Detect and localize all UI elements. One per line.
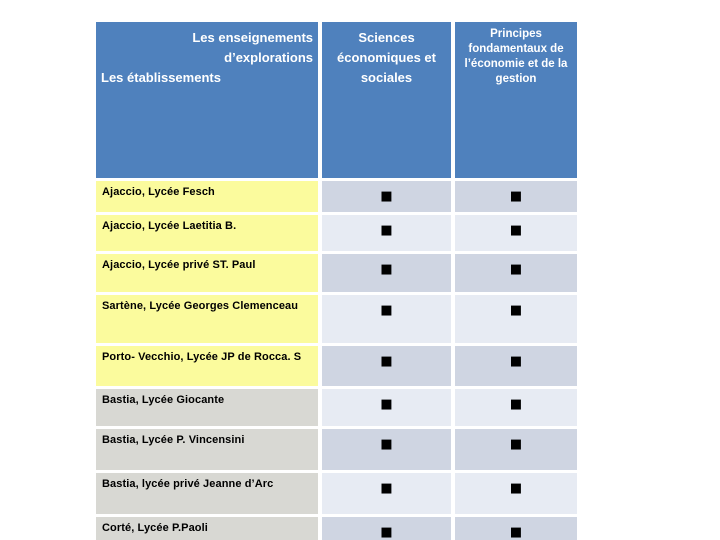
ses-mark-cell — [322, 254, 451, 292]
school-label: Bastia, Lycée P. Vincensini — [96, 429, 318, 470]
table-header-corner — [96, 22, 318, 178]
column-header-ses: Sciences économiques et sociales — [322, 22, 451, 178]
table-row — [96, 389, 577, 426]
filled-square-icon: ■ — [509, 262, 523, 277]
pfeg-mark-cell — [455, 389, 577, 426]
table-header-row — [96, 22, 577, 178]
school-label: Bastia, Lycée Giocante — [96, 389, 318, 426]
table-row — [96, 346, 577, 386]
school-label: Bastia, lycée privé Jeanne d’Arc — [96, 473, 318, 514]
school-label: Ajaccio, Lycée privé ST. Paul — [96, 254, 318, 292]
pfeg-mark-cell — [455, 181, 577, 212]
filled-square-icon: ■ — [380, 437, 393, 452]
filled-square-icon: ■ — [380, 481, 393, 496]
table-row — [96, 181, 577, 212]
pfeg-mark-cell — [455, 295, 577, 343]
school-label: Sartène, Lycée Georges Clemenceau — [96, 295, 318, 343]
school-label: Corté, Lycée P.Paoli — [96, 517, 318, 540]
filled-square-icon: ■ — [509, 525, 523, 540]
ses-mark-cell — [322, 517, 451, 540]
filled-square-icon: ■ — [509, 397, 523, 412]
filled-square-icon: ■ — [380, 354, 393, 369]
table-row — [96, 517, 577, 540]
table-row — [96, 429, 577, 470]
table-row — [96, 473, 577, 514]
pfeg-mark-cell — [455, 346, 577, 386]
ses-mark-cell — [322, 429, 451, 470]
ses-mark-cell — [322, 295, 451, 343]
ses-mark-cell — [322, 215, 451, 251]
table-row — [96, 254, 577, 292]
ses-mark-cell — [322, 346, 451, 386]
header-enseignements-title: Les enseignements d’explorations — [192, 30, 313, 65]
pfeg-mark-cell — [455, 429, 577, 470]
filled-square-icon: ■ — [509, 189, 523, 204]
ses-mark-cell — [322, 181, 451, 212]
table-row — [96, 295, 577, 343]
filled-square-icon: ■ — [380, 525, 393, 540]
filled-square-icon: ■ — [380, 189, 393, 204]
school-label: Porto- Vecchio, Lycée JP de Rocca. S — [96, 346, 318, 386]
filled-square-icon: ■ — [509, 303, 523, 318]
filled-square-icon: ■ — [380, 397, 393, 412]
filled-square-icon: ■ — [509, 223, 523, 238]
pfeg-mark-cell — [455, 473, 577, 514]
filled-square-icon: ■ — [380, 303, 393, 318]
table-row — [96, 215, 577, 251]
pfeg-mark-cell — [455, 517, 577, 540]
ses-mark-cell — [322, 473, 451, 514]
header-etablissements-title: Les établissements — [101, 70, 221, 85]
filled-square-icon: ■ — [509, 437, 523, 452]
filled-square-icon: ■ — [380, 223, 393, 238]
pfeg-mark-cell — [455, 215, 577, 251]
school-label: Ajaccio, Lycée Laetitia B. — [96, 215, 318, 251]
filled-square-icon: ■ — [509, 481, 523, 496]
pfeg-mark-cell — [455, 254, 577, 292]
column-header-pfeg: Principes fondamentaux de l’économie et de la gestion — [455, 22, 577, 178]
filled-square-icon: ■ — [380, 262, 393, 277]
filled-square-icon: ■ — [509, 354, 523, 369]
schools-table — [96, 22, 577, 540]
school-label: Ajaccio, Lycée Fesch — [96, 181, 318, 212]
ses-mark-cell — [322, 389, 451, 426]
